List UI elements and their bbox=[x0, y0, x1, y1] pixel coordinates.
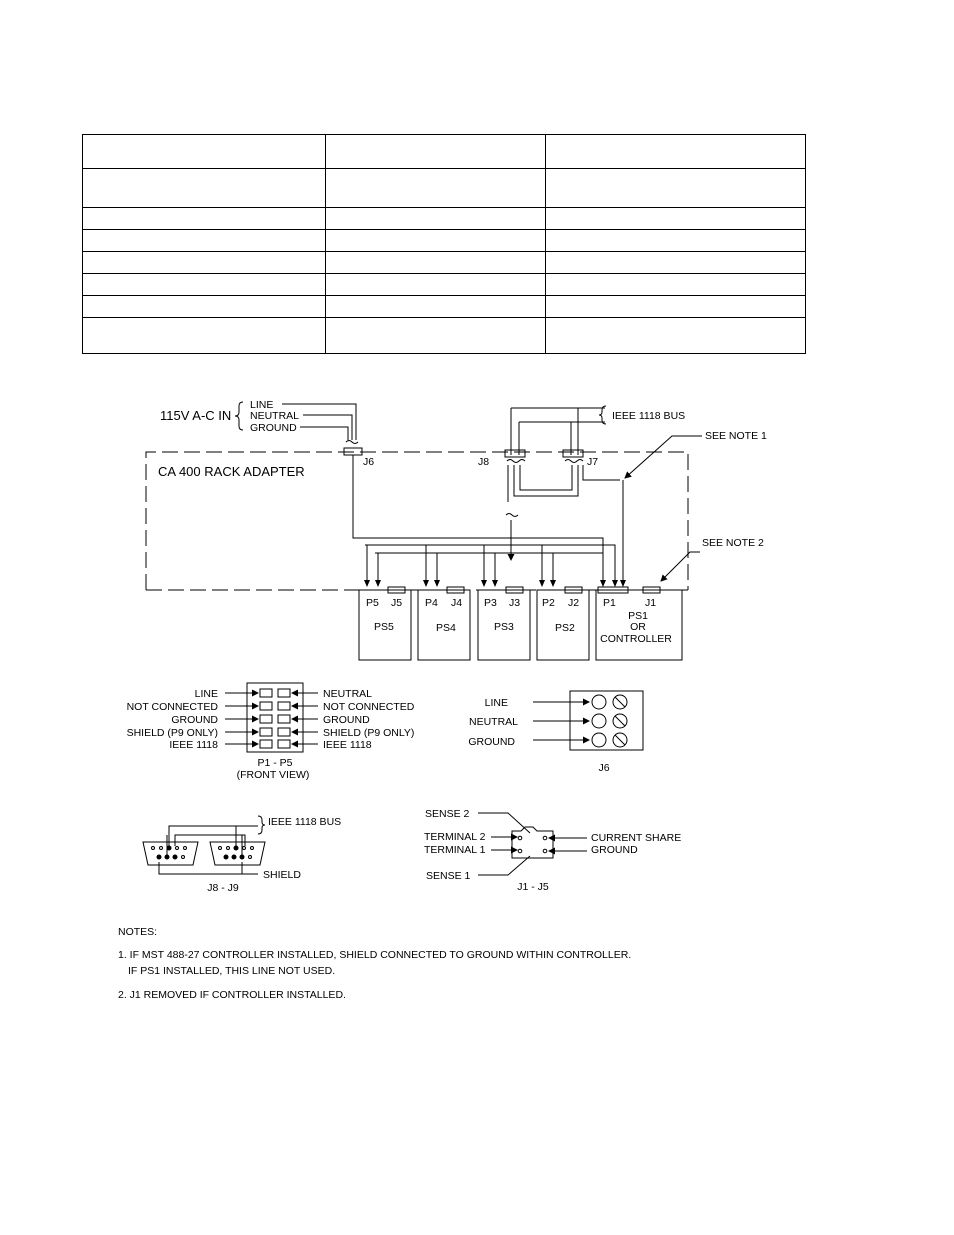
ac-ground-wire bbox=[300, 427, 348, 440]
ps-label: PS4 bbox=[436, 622, 456, 634]
j8-pins bbox=[152, 846, 187, 860]
p1-arrow-2 bbox=[612, 580, 618, 587]
ps-label: PS5 bbox=[374, 621, 394, 633]
j9-pins bbox=[219, 846, 254, 860]
ps-label: PS1 bbox=[628, 610, 648, 622]
note-1-line-2: IF PS1 INSTALLED, THIS LINE NOT USED. bbox=[128, 965, 336, 977]
p4-wires bbox=[426, 545, 437, 586]
j1-sense1-label: SENSE 1 bbox=[426, 870, 471, 882]
p-right-label-1: NOT CONNECTED bbox=[323, 701, 415, 713]
ieee-bus-wires-2 bbox=[519, 422, 605, 455]
p-right-label-3: SHIELD (P9 ONLY) bbox=[323, 727, 415, 739]
j7-connector bbox=[563, 450, 583, 457]
ps-or-label: OR bbox=[630, 621, 646, 633]
j6-terminals bbox=[592, 695, 627, 747]
p-connector-caption-sub: (FRONT VIEW) bbox=[236, 769, 310, 781]
slot-ps5 bbox=[359, 587, 411, 660]
p-label: P5 bbox=[366, 597, 379, 609]
slot-ps4 bbox=[418, 587, 470, 660]
rack-adapter-section bbox=[146, 399, 767, 660]
j1-terminal1-label: TERMINAL 1 bbox=[424, 844, 486, 856]
ps-label: PS3 bbox=[494, 621, 514, 633]
p2-arrow-2 bbox=[550, 580, 556, 587]
power-bus-top bbox=[353, 455, 603, 586]
j6-coil bbox=[346, 441, 358, 444]
note1-reference: SEE NOTE 1 bbox=[705, 430, 767, 442]
j6-label-ground: GROUND bbox=[468, 736, 515, 748]
j8-shield-label: SHIELD bbox=[263, 869, 301, 881]
p2-arrow bbox=[539, 580, 545, 587]
j1-terminal2-label: TERMINAL 2 bbox=[424, 831, 486, 843]
ac-input-label: 115V A-C IN bbox=[160, 408, 232, 423]
j1-sense1-wire bbox=[478, 856, 530, 875]
ac-line-label: LINE bbox=[250, 399, 274, 411]
note1-leader bbox=[625, 436, 702, 478]
p-left-label-2: GROUND bbox=[171, 714, 218, 726]
p-label: P4 bbox=[425, 597, 438, 609]
p-left-label-0: LINE bbox=[194, 688, 218, 700]
note2-leader bbox=[661, 552, 700, 581]
note-1-line-1: 1. IF MST 488-27 CONTROLLER INSTALLED, SHIELD CONNECTED TO GROUND WITHIN CONTROLLER. bbox=[118, 949, 632, 961]
j1-current-share-label: CURRENT SHARE bbox=[591, 832, 682, 844]
j1-ground-label: GROUND bbox=[591, 844, 638, 856]
p-left-label-1: NOT CONNECTED bbox=[126, 701, 218, 713]
ac-ground-label: GROUND bbox=[250, 422, 297, 434]
j8-j9-section bbox=[143, 816, 341, 894]
ps-label: PS2 bbox=[555, 622, 575, 634]
p5-wires bbox=[367, 545, 378, 586]
p-connector-pins bbox=[260, 689, 290, 748]
notes-section bbox=[118, 926, 631, 1001]
j6-label-line: LINE bbox=[484, 697, 508, 709]
p-label: P3 bbox=[484, 597, 497, 609]
j8-shield-wire bbox=[159, 862, 258, 874]
j1-pins bbox=[518, 836, 547, 853]
p5-arrow-2 bbox=[375, 580, 381, 587]
j6-terminal-section bbox=[468, 691, 643, 774]
p-right-label-0: NEUTRAL bbox=[323, 688, 373, 700]
p-connector-caption: P1 - P5 bbox=[257, 757, 293, 769]
slot-ps3 bbox=[478, 587, 530, 660]
j8-caption: J8 - J9 bbox=[207, 882, 239, 894]
j1-j5-section bbox=[424, 808, 681, 893]
p3-arrow-2 bbox=[492, 580, 498, 587]
j-label: J4 bbox=[451, 597, 463, 609]
j1-sense2-label: SENSE 2 bbox=[425, 808, 470, 820]
slot-ps2 bbox=[537, 587, 589, 660]
p-left-arrows bbox=[225, 693, 258, 744]
p2-wires bbox=[542, 545, 553, 586]
j8-coil bbox=[507, 460, 525, 463]
p-connector-section bbox=[127, 683, 415, 781]
slot-ps1 bbox=[596, 587, 682, 660]
p3-wires bbox=[484, 545, 495, 586]
p-left-label-4: IEEE 1118 bbox=[169, 739, 218, 751]
j1-caption: J1 - J5 bbox=[517, 881, 549, 893]
p4-arrow-2 bbox=[434, 580, 440, 587]
p-right-label-2: GROUND bbox=[323, 714, 370, 726]
bus-internal-wires bbox=[508, 465, 620, 502]
notes-heading: NOTES: bbox=[118, 926, 158, 938]
p3-arrow bbox=[481, 580, 487, 587]
p4-arrow bbox=[423, 580, 429, 587]
ieee-bus-brace bbox=[599, 406, 606, 424]
power-bus-mid bbox=[365, 545, 615, 586]
j8-bus-brace bbox=[258, 816, 265, 834]
adapter-title: CA 400 RACK ADAPTER bbox=[158, 464, 305, 479]
j7-label: J7 bbox=[587, 456, 599, 468]
j9-dsub bbox=[210, 842, 265, 865]
p-label: P1 bbox=[603, 597, 616, 609]
bus-coil bbox=[506, 514, 518, 517]
j8-connector bbox=[505, 450, 525, 457]
j6-caption: J6 bbox=[598, 762, 610, 774]
p-left-label-3: SHIELD (P9 ONLY) bbox=[126, 727, 218, 739]
j-label: J5 bbox=[391, 597, 403, 609]
p5-arrow bbox=[364, 580, 370, 587]
p-label: P2 bbox=[542, 597, 555, 609]
j-label: J1 bbox=[645, 597, 657, 609]
note-2: 2. J1 REMOVED IF CONTROLLER INSTALLED. bbox=[118, 989, 346, 1001]
ps-controller-label: CONTROLLER bbox=[600, 633, 672, 645]
j7-coil bbox=[565, 460, 583, 463]
ac-brace bbox=[235, 402, 243, 430]
j-label: J2 bbox=[568, 597, 580, 609]
p1-arrow-3 bbox=[620, 580, 626, 587]
ieee-bus-wires bbox=[511, 408, 605, 455]
p-right-label-4: IEEE 1118 bbox=[323, 739, 372, 751]
j6-label-neutral: NEUTRAL bbox=[468, 716, 518, 728]
j1-connector-body bbox=[512, 827, 553, 858]
j8-bus-label: IEEE 1118 BUS bbox=[268, 816, 342, 828]
ac-neutral-label: NEUTRAL bbox=[250, 410, 300, 422]
note2-reference: SEE NOTE 2 bbox=[702, 537, 764, 549]
p-right-arrows bbox=[292, 693, 318, 744]
j6-label: J6 bbox=[363, 456, 375, 468]
j8-label: J8 bbox=[478, 456, 490, 468]
j-label: J3 bbox=[509, 597, 521, 609]
ieee-bus-label: IEEE 1118 BUS bbox=[612, 410, 686, 422]
j8-bus-wire-3 bbox=[167, 835, 242, 857]
j8-dsub bbox=[143, 842, 198, 865]
p1-arrow bbox=[600, 580, 606, 587]
